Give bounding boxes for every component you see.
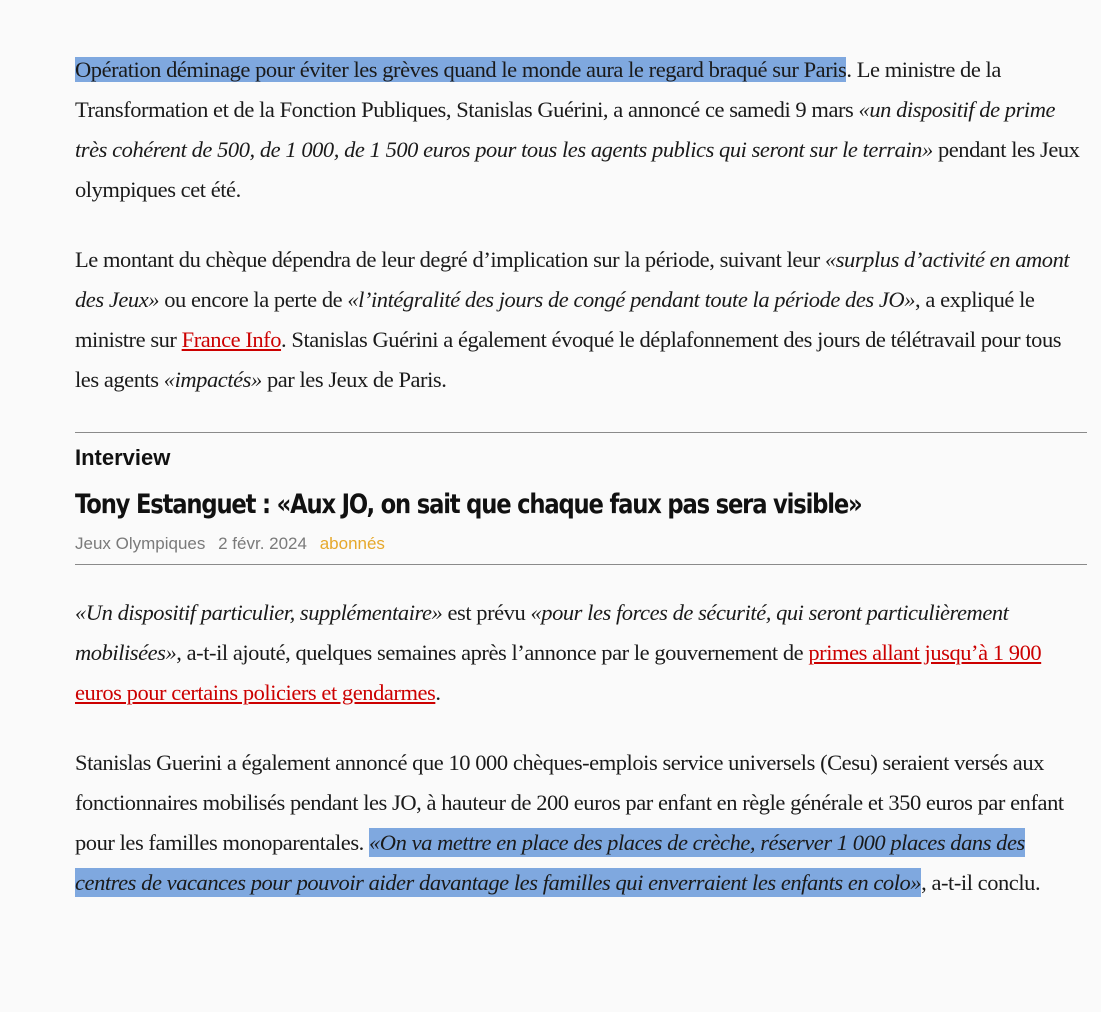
quote: «pour les forces de sécurité, qui seront particulièrement mobilisées» (75, 600, 1009, 665)
paragraph-text: pendant les Jeux olympiques cet été. (75, 137, 1080, 202)
quote: «surplus d’activité en amont des Jeux» (75, 247, 1070, 312)
paragraph-text: ou encore la perte de (159, 287, 348, 312)
quote: «l’intégralité des jours de congé pendant toute la période des JO» (347, 287, 916, 312)
paragraph-text: . Le ministre de la Transformation et de la Fonction Publiques, Stanislas Guérini, a annoncé ce samedi 9 mars (75, 57, 1001, 122)
subscribers-badge: abonnés (319, 534, 385, 553)
paragraph-text: , a-t-il ajouté, quelques semaines après l’annonce par le gouvernement de (176, 640, 809, 665)
paragraph-4 (75, 743, 1087, 903)
primes-link[interactable]: primes allant jusqu’à 1 900 euros pour certains policiers et gendarmes (75, 640, 1042, 705)
highlighted-lead[interactable]: Opération déminage pour éviter les grèves quand le monde aura le regard braqué sur Paris (75, 57, 847, 82)
related-article-card[interactable] (75, 432, 1087, 565)
card-date: 2 févr. 2024 (218, 534, 307, 553)
france-info-link[interactable]: France Info (181, 327, 282, 352)
paragraph-text: . Stanislas Guérini a également évoqué le déplafonnement des jours de télétravail pour tous les agents (75, 327, 1062, 392)
paragraph-1 (75, 50, 1087, 210)
article-body (75, 50, 1087, 903)
paragraph-text: , a expliqué le ministre sur (75, 287, 1035, 352)
card-meta (75, 534, 1087, 554)
quote: «un dispositif de prime très cohérent de 500, de 1 000, de 1 500 euros pour tous les agents publics qui seront sur le terrain» (75, 97, 1056, 162)
paragraph-text: , a-t-il conclu. (921, 870, 1041, 895)
paragraph-text: est prévu (442, 600, 531, 625)
card-category[interactable]: Jeux Olympiques (75, 534, 206, 553)
paragraph-3 (75, 593, 1087, 713)
highlighted-quote[interactable]: «On va mettre en place des places de crèche, réserver 1 000 places dans des centres de vacances pour pouvoir aider davantage les familles qui enverraient les enfants en colo» (75, 830, 1025, 895)
quote: «impactés» (163, 367, 262, 392)
paragraph-text: Le montant du chèque dépendra de leur degré d’implication sur la période, suivant leur (75, 247, 825, 272)
paragraph-text: par les Jeux de Paris. (261, 367, 447, 392)
paragraph-text: . (435, 680, 441, 705)
card-kicker: Interview (75, 445, 171, 470)
card-title-link[interactable]: Tony Estanguet : «Aux JO, on sait que chaque faux pas sera visible» (75, 489, 862, 520)
paragraph-2 (75, 240, 1087, 400)
paragraph-text: Stanislas Guerini a également annoncé que 10 000 chèques-emplois service universels (Cesu) seraient versés aux fonctionnaires mobilisés pendant les JO, à hauteur de 200 euros par enfant en règle générale et 350 euros par enfant pour les familles monoparentales. (75, 750, 1064, 855)
quote: «Un dispositif particulier, supplémentaire» (75, 600, 443, 625)
